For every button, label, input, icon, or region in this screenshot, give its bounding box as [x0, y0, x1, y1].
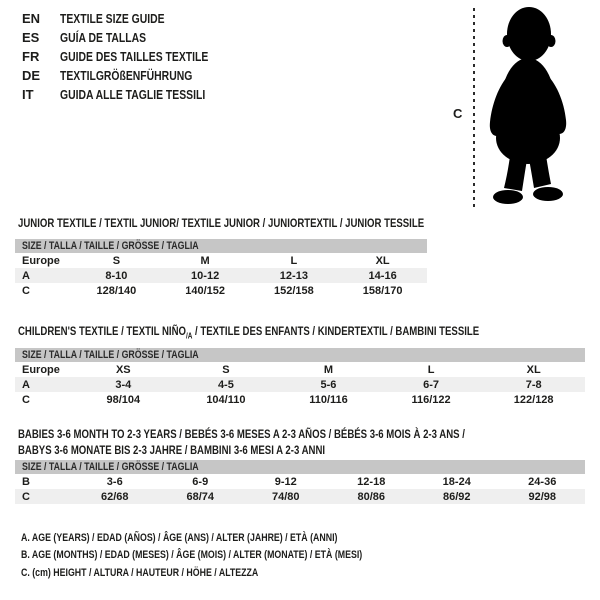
size-cell: 24-36: [528, 475, 557, 488]
size-cell: 9-12: [274, 475, 297, 488]
babies-table-title: [18, 426, 577, 458]
language-title: TEXTILGRÖßENFÜHRUNG: [60, 68, 193, 83]
column-header: Europe: [22, 254, 60, 267]
size-header-band: [15, 239, 427, 253]
column-header: XS: [115, 363, 131, 376]
babies-title-line2: BABYS 3-6 MONATE BIS 2-3 JAHRE / BAMBINI 3-6 MESI A 2-3 ANNI: [18, 443, 326, 457]
footnote-line: [21, 547, 448, 565]
size-cell: 98/104: [106, 393, 141, 406]
row-label: A: [22, 378, 30, 391]
row-label: A: [22, 269, 30, 282]
silhouette-foot-right: [533, 187, 563, 201]
language-row: [22, 85, 245, 104]
size-cell: 86/92: [442, 490, 471, 503]
language-row: [22, 9, 245, 28]
column-header: M: [323, 363, 334, 376]
silhouette-shorts: [496, 112, 560, 164]
size-cell: 122/128: [513, 393, 554, 406]
column-header: XL: [375, 254, 390, 267]
silhouette-head: [507, 7, 551, 61]
silhouette-ear-right: [547, 35, 556, 47]
size-cell: 116/122: [411, 393, 451, 406]
size-cell: 74/80: [271, 490, 300, 503]
size-cell: 7-8: [525, 378, 542, 391]
height-measure-label: C: [453, 106, 463, 121]
size-cell: 3-4: [115, 378, 132, 391]
language-row: [22, 28, 245, 47]
column-header-row: [15, 362, 585, 377]
size-header-text: SIZE / TALLA / TAILLE / GRÖSSE / TAGLIA: [22, 461, 199, 473]
column-header: S: [112, 254, 121, 267]
size-cell: 10-12: [191, 269, 220, 282]
silhouette-ear-left: [503, 35, 512, 47]
size-cell: 8-10: [105, 269, 128, 282]
size-cell: 104/110: [206, 393, 246, 406]
language-title: TEXTILE SIZE GUIDE: [60, 11, 165, 26]
language-code: DE: [22, 68, 41, 83]
column-header: L: [427, 363, 435, 376]
children-title-subscript: /A: [185, 331, 193, 341]
language-list: [22, 9, 245, 104]
size-header-text: SIZE / TALLA / TAILLE / GRÖSSE / TAGLIA: [22, 349, 199, 361]
babies-size-table: [15, 460, 585, 504]
size-cell: 12-13: [279, 269, 308, 282]
children-table-title-text: [18, 323, 479, 344]
size-cell: 14-16: [368, 269, 397, 282]
babies-title-line1: BABIES 3-6 MONTH TO 2-3 YEARS / BEBÉS 3-6 MESES A 2-3 AÑOS / BÉBÉS 3-6 MOIS À 2-3 ANS /: [18, 427, 465, 441]
language-code: IT: [22, 87, 34, 102]
footnote-text: B. AGE (MONTHS) / EDAD (MESES) / ÂGE (MOIS) / ALTER (MONATE) / ETÀ (MESI): [21, 549, 363, 562]
row-label: C: [22, 284, 30, 297]
size-cell: 110/116: [309, 393, 348, 406]
size-cell: 6-7: [423, 378, 440, 391]
size-cell: 128/140: [96, 284, 137, 297]
table-row: [15, 489, 585, 504]
column-header-row: [15, 253, 427, 268]
size-header-band: [15, 348, 585, 362]
size-cell: 62/68: [100, 490, 129, 503]
footnote-text: C. (cm) HEIGHT / ALTURA / HAUTEUR / HÖHE / ALTEZZA: [21, 566, 259, 579]
table-row: [15, 392, 585, 407]
column-header: Europe: [22, 363, 60, 376]
size-cell: 6-9: [192, 475, 209, 488]
children-table-title: [18, 323, 594, 344]
size-cell: 18-24: [442, 475, 471, 488]
footnote-line: [21, 529, 448, 547]
junior-table-title: [18, 215, 526, 231]
junior-size-table: [15, 239, 427, 298]
language-code: ES: [22, 30, 40, 45]
junior-table-title-text: JUNIOR TEXTILE / TEXTIL JUNIOR/ TEXTILE JUNIOR / JUNIORTEXTIL / JUNIOR TESSILE: [18, 216, 425, 230]
footnotes: [21, 529, 448, 582]
language-title: GUÍA DE TALLAS: [60, 30, 147, 45]
table-row: [15, 377, 585, 392]
footnote-line: [21, 564, 448, 582]
row-label: C: [22, 490, 30, 503]
language-row: [22, 47, 245, 66]
footnote-text: A. AGE (YEARS) / EDAD (AÑOS) / ÂGE (ANS) / ALTER (JAHRE) / ETÀ (ANNI): [21, 531, 338, 544]
children-size-table: [15, 348, 585, 407]
language-code: FR: [22, 49, 40, 64]
row-label: B: [22, 475, 30, 488]
silhouette-foot-left: [493, 190, 523, 204]
size-cell: 3-6: [106, 475, 123, 488]
size-header-band: [15, 460, 585, 474]
table-row: [15, 268, 427, 283]
language-title: GUIDE DES TAILLES TEXTILE: [60, 49, 209, 64]
child-silhouette-icon: [482, 4, 572, 209]
children-title-prefix: CHILDREN'S TEXTILE / TEXTIL NIÑO: [18, 324, 186, 338]
size-header-text: SIZE / TALLA / TAILLE / GRÖSSE / TAGLIA: [22, 240, 199, 252]
column-header: M: [200, 254, 210, 267]
children-title-suffix: / TEXTILE DES ENFANTS / KINDERTEXTIL / BAMBINI TESSILE: [192, 324, 480, 338]
table-row: [15, 474, 585, 489]
size-cell: 140/152: [185, 284, 225, 297]
language-row: [22, 66, 245, 85]
size-cell: 92/98: [528, 490, 557, 503]
language-title: GUIDA ALLE TAGLIE TESSILI: [60, 87, 206, 102]
size-cell: 152/158: [273, 284, 314, 297]
size-cell: 12-18: [357, 475, 386, 488]
size-cell: 158/170: [362, 284, 403, 297]
size-cell: 68/74: [186, 490, 215, 503]
language-code: EN: [22, 11, 41, 26]
size-cell: 5-6: [320, 378, 337, 391]
size-cell: 4-5: [217, 378, 234, 391]
column-header: S: [222, 363, 230, 376]
size-cell: 80/86: [357, 490, 386, 503]
column-header: XL: [526, 363, 541, 376]
table-row: [15, 283, 427, 298]
height-dotted-line: [473, 8, 475, 208]
row-label: C: [22, 393, 30, 406]
column-header: L: [290, 254, 298, 267]
